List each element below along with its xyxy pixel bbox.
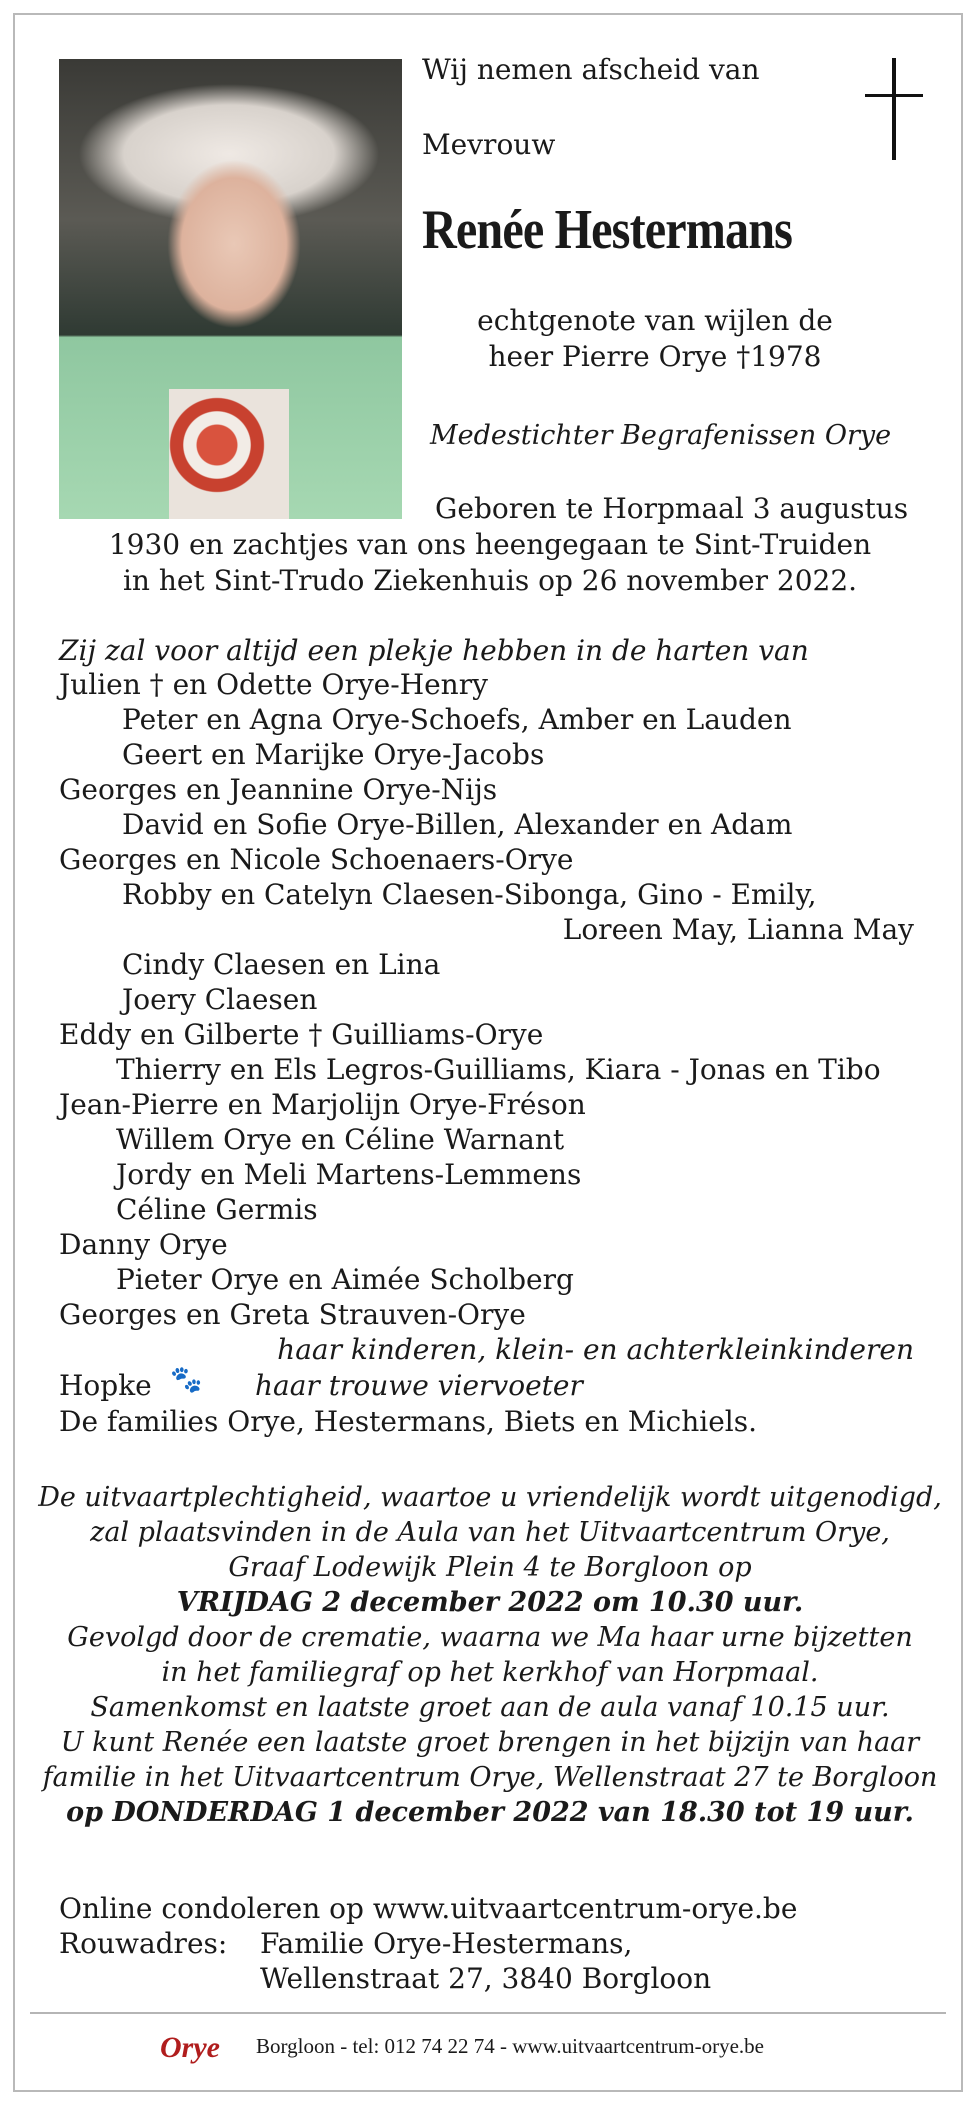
address-line-2: Wellenstraat 27, 3840 Borgloon (260, 1962, 712, 1995)
family-line: Julien † en Odette Orye-Henry (59, 668, 488, 701)
address-label: Rouwadres: (59, 1927, 228, 1960)
ceremony-line-7: Samenkomst en laatste groet aan de aula vanaf 10.15 uur. (90, 1692, 890, 1723)
family-line: Thierry en Els Legros-Guilliams, Kiara - Jonas en Tibo (116, 1053, 881, 1086)
online-condolence: Online condoleren op www.uitvaartcentrum-orye.be (59, 1892, 798, 1925)
portrait-photo (59, 59, 402, 519)
family-line: Joery Claesen (122, 983, 318, 1016)
family-line: Peter en Agna Orye-Schoefs, Amber en Lauden (122, 703, 792, 736)
ceremony-line-8: U kunt Renée een laatste groet brengen in het bijzijn van haar (60, 1727, 920, 1758)
birth-line-3: in het Sint-Trudo Ziekenhuis op 26 november 2022. (122, 564, 858, 597)
spouse-line-1: echtgenote van wijlen de (477, 304, 833, 337)
role-text: Medestichter Begrafenissen Orye (430, 420, 892, 451)
ceremony-date: VRIJDAG 2 december 2022 om 10.30 uur. (176, 1587, 804, 1618)
paw-icon: 🐾 (170, 1365, 203, 1395)
family-line: Céline Germis (116, 1193, 318, 1226)
footer-info: Borgloon - tel: 012 74 22 74 - www.uitvaartcentrum-orye.be (256, 2034, 764, 2058)
family-line: Jordy en Meli Martens-Lemmens (116, 1158, 582, 1191)
ceremony-line-3: Graaf Lodewijk Plein 4 te Borgloon op (228, 1552, 752, 1583)
address-line-1: Familie Orye-Hestermans, (260, 1927, 633, 1960)
intro-text: Wij nemen afscheid van (422, 53, 760, 86)
ceremony-line-1: De uitvaartplechtigheid, waartoe u vriendelijk wordt uitgenodigd, (38, 1482, 942, 1513)
family-line: Eddy en Gilberte † Guilliams-Orye (59, 1018, 544, 1051)
family-line: Cindy Claesen en Lina (122, 948, 441, 981)
family-line: Jean-Pierre en Marjolijn Orye-Fréson (59, 1088, 586, 1121)
birth-line-1: Geboren te Horpmaal 3 augustus (435, 492, 909, 525)
cross-icon (865, 58, 923, 160)
spouse-line-2: heer Pierre Orye †1978 (488, 340, 822, 373)
ceremony-line-9: familie in het Uitvaartcentrum Orye, Wellenstraat 27 te Borgloon (42, 1762, 938, 1793)
descendants-text: haar kinderen, klein- en achterkleinkinderen (277, 1333, 914, 1366)
family-line: Geert en Marijke Orye-Jacobs (122, 738, 545, 771)
family-line: Georges en Nicole Schoenaers-Orye (59, 843, 574, 876)
ceremony-line-2: zal plaatsvinden in de Aula van het Uitvaartcentrum Orye, (90, 1517, 890, 1548)
visit-time: op DONDERDAG 1 december 2022 van 18.30 tot 19 uur. (66, 1797, 914, 1828)
birth-line-2: 1930 en zachtjes van ons heengegaan te Sint-Truiden (108, 528, 872, 561)
family-line: Loreen May, Lianna May (562, 913, 914, 946)
family-line: Georges en Greta Strauven-Orye (59, 1298, 526, 1331)
pet-description: haar trouwe viervoeter (255, 1369, 583, 1402)
title-text: Mevrouw (422, 128, 556, 161)
ceremony-line-5: Gevolgd door de crematie, waarna we Ma haar urne bijzetten (67, 1622, 913, 1653)
family-line: Robby en Catelyn Claesen-Sibonga, Gino - Emily, (122, 878, 817, 911)
family-line: Willem Orye en Céline Warnant (116, 1123, 565, 1156)
family-line: David en Sofie Orye-Billen, Alexander en Adam (122, 808, 793, 841)
family-line: Georges en Jeannine Orye-Nijs (59, 773, 498, 806)
ceremony-line-6: in het familiegraf op het kerkhof van Horpmaal. (161, 1657, 819, 1688)
deceased-name: Renée Hestermans (422, 199, 793, 261)
families-text: De families Orye, Hestermans, Biets en Michiels. (59, 1405, 757, 1438)
family-line: Pieter Orye en Aimée Scholberg (116, 1263, 574, 1296)
pet-name: Hopke (59, 1369, 152, 1402)
company-logo: Orye (160, 2031, 220, 2064)
footer-divider (30, 2012, 946, 2014)
family-intro: Zij zal voor altijd een plekje hebben in de harten van (59, 634, 809, 667)
family-line: Danny Orye (59, 1228, 228, 1261)
